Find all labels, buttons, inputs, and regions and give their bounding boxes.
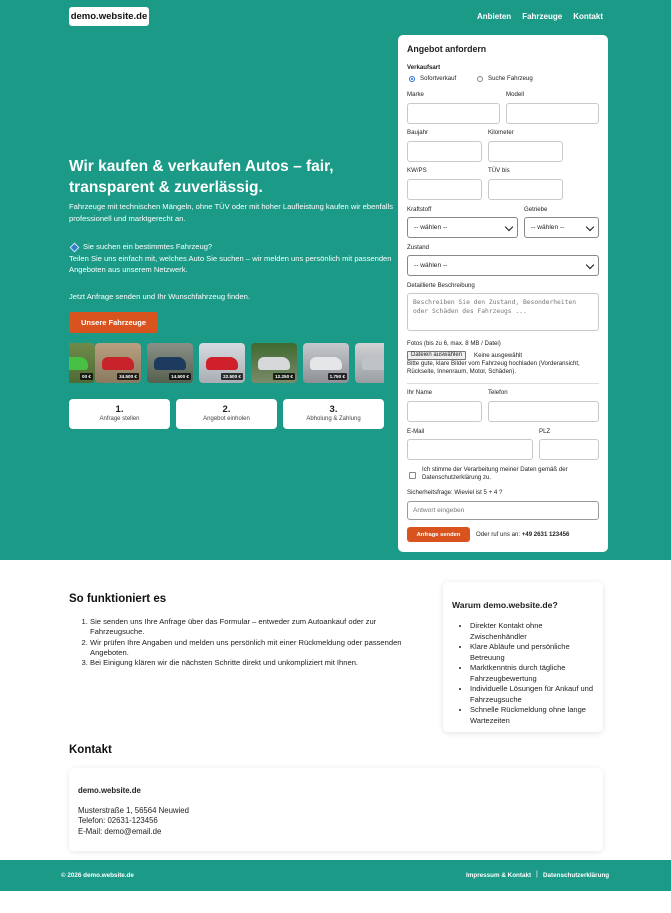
price-tag: 34.500 €: [119, 374, 137, 379]
kwps-label: KW/PS: [407, 167, 427, 174]
email-label: E-Mail: [407, 428, 425, 435]
vehicle-thumbnail[interactable]: [147, 343, 193, 383]
file-upload-button[interactable]: Dateien auswählen: [407, 351, 466, 360]
zustand-value: -- wählen --: [414, 262, 448, 269]
form-title: Angebot anfordern: [407, 44, 487, 54]
chevron-down-icon: [505, 223, 513, 231]
telefon-label: Telefon: [488, 389, 508, 396]
step-card: [69, 399, 170, 429]
footer: [0, 860, 671, 891]
list-item: • Individuelle Lösungen für Ankauf und Fahrzeugsuche: [470, 684, 599, 705]
how-steps-list: [77, 617, 407, 668]
tuev-label: TÜV bis: [488, 167, 510, 174]
getriebe-value: -- wählen --: [531, 224, 565, 231]
tuev-input[interactable]: [488, 179, 563, 200]
nav-kontakt[interactable]: Kontakt: [573, 12, 603, 21]
vehicle-thumbnail[interactable]: [95, 343, 141, 383]
vehicle-thumbnail[interactable]: [251, 343, 297, 383]
site-logo[interactable]: demo.website.de: [69, 7, 149, 26]
step-number: 3.: [329, 404, 338, 415]
consent-text: Ich stimme der Verarbeitung meiner Daten gemäß der Datenschutzerklärung zu.: [422, 466, 568, 481]
baujahr-input[interactable]: [407, 141, 482, 162]
step-number: 2.: [222, 404, 231, 415]
plz-label: PLZ: [539, 428, 551, 435]
list-item: 3. Bei Einigung klären wir die nächsten Schritte direkt und unkompliziert mit Ihnen.: [90, 658, 407, 668]
verkaufsart-label: Verkaufsart: [407, 64, 441, 71]
radio-suche-label: Suche Fahrzeug: [488, 75, 533, 82]
phone-number[interactable]: +49 2631 123456: [521, 531, 570, 538]
nav-anbieten[interactable]: Anbieten: [476, 12, 512, 21]
modell-label: Modell: [506, 91, 524, 98]
marke-label: Marke: [407, 91, 424, 98]
hero-title: Wir kaufen & verkaufen Autos – fair, transparent & zuverlässig.: [69, 158, 334, 196]
security-placeholder: Antwort eingeben: [413, 507, 465, 514]
step-card: [283, 399, 384, 429]
email-input[interactable]: [407, 439, 533, 460]
main-nav: [477, 12, 603, 21]
list-item: • Klare Abläufe und persönliche Betreuung: [470, 642, 599, 663]
beschreibung-label: Detaillierte Beschreibung: [407, 282, 475, 289]
contact-card: [69, 768, 603, 851]
step-number: 1.: [115, 404, 124, 415]
contact-title: Kontakt: [69, 744, 112, 756]
contact-address: Musterstraße 1, 56564 Neuwied: [78, 806, 189, 815]
price-tag: 12.250 €: [275, 374, 293, 379]
search-text: Teilen Sie uns einfach mit, welches Auto Sie suchen – wir melden uns persönlich mit passenden Angeboten aus unserem Netzwerk.: [69, 253, 392, 274]
step-card: [176, 399, 277, 429]
chevron-down-icon: [586, 223, 594, 231]
kwps-input[interactable]: [407, 179, 482, 200]
hero-cta-text: Jetzt Anfrage senden und Ihr Wunschfahrzeug finden.: [69, 292, 250, 301]
zustand-select[interactable]: [407, 255, 599, 276]
modell-input[interactable]: [506, 103, 599, 124]
beschreibung-textarea[interactable]: Beschreiben Sie den Zustand, Besonderheiten oder Schäden des Fahrzeugs ...: [407, 293, 599, 331]
price-tag: 1.750 €: [329, 374, 345, 379]
kilometer-input[interactable]: [488, 141, 563, 162]
list-item: • Schnelle Rückmeldung ohne lange Wartezeiten: [470, 705, 599, 726]
radio-sofortverkauf[interactable]: [409, 76, 415, 82]
footer-copyright: © 2026 demo.website.de: [61, 872, 134, 879]
step-label: Anfrage stellen: [99, 416, 140, 422]
why-box: [443, 582, 603, 732]
vehicle-gallery: [69, 343, 384, 383]
search-title: Sie suchen ein bestimmtes Fahrzeug?: [83, 242, 213, 251]
baujahr-label: Baujahr: [407, 129, 429, 136]
security-question: Sicherheitsfrage: Wieviel ist 5 + 4 ?: [407, 489, 503, 496]
how-title: So funktioniert es: [69, 593, 167, 605]
file-status: Keine ausgewählt: [474, 352, 523, 359]
footer-separator: |: [536, 871, 538, 878]
price-tag: 00 €: [82, 374, 91, 379]
offer-form-card: [398, 35, 608, 552]
why-list: [461, 621, 599, 726]
call-label: Oder ruf uns an:: [476, 531, 521, 538]
radio-sofortverkauf-label: Sofortverkauf: [420, 75, 457, 82]
footer-datenschutz-link[interactable]: Datenschutzerklärung: [543, 872, 610, 879]
diamond-icon: [70, 242, 80, 252]
getriebe-label: Getriebe: [524, 206, 548, 213]
form-divider: [407, 383, 599, 384]
telefon-input[interactable]: [488, 401, 599, 422]
kilometer-label: Kilometer: [488, 129, 514, 136]
plz-input[interactable]: [539, 439, 599, 460]
price-tag: 14.500 €: [171, 374, 189, 379]
vehicle-thumbnail[interactable]: [199, 343, 245, 383]
price-tag: 22.500 €: [223, 374, 241, 379]
kraftstoff-label: Kraftstoff: [407, 206, 432, 213]
chevron-down-icon: [586, 261, 594, 269]
name-label: Ihr Name: [407, 389, 433, 396]
contact-phone[interactable]: Telefon: 02631-123456: [78, 816, 158, 826]
marke-input[interactable]: [407, 103, 500, 124]
submit-button[interactable]: Anfrage senden: [407, 527, 470, 542]
fotos-label: Fotos (bis zu 6, max. 8 MB / Datei): [407, 340, 501, 347]
vehicles-button[interactable]: Unsere Fahrzeuge: [69, 312, 158, 333]
footer-impressum-link[interactable]: Impressum & Kontakt: [466, 872, 532, 879]
nav-fahrzeuge[interactable]: Fahrzeuge: [522, 12, 563, 21]
kraftstoff-select[interactable]: [407, 217, 518, 238]
list-item: 1. Sie senden uns Ihre Anfrage über das Formular – entweder zum Autoankauf oder zur Fahrzeugsuche.: [90, 617, 407, 638]
contact-company: demo.website.de: [78, 786, 141, 795]
kraftstoff-value: -- wählen --: [414, 224, 448, 231]
hero-lead: Fahrzeuge mit technischen Mängeln, ohne TÜV oder mit hoher Laufleistung kaufen wir ebenfalls professionell und marktgerecht an.: [69, 202, 394, 223]
vehicle-thumbnail[interactable]: [69, 343, 95, 383]
getriebe-select[interactable]: [524, 217, 599, 238]
list-item: • Marktkenntnis durch tägliche Fahrzeugbewertung: [470, 663, 599, 684]
step-label: Angebot einholen: [203, 416, 250, 422]
why-title: Warum demo.website.de?: [452, 600, 558, 610]
process-steps: [69, 399, 384, 429]
contact-email[interactable]: E-Mail: demo@email.de: [78, 826, 162, 836]
vehicle-thumbnail[interactable]: [355, 343, 384, 383]
contact-details: [78, 806, 189, 837]
fotos-hint: Bitte gute, klare Bilder vom Fahrzeug hochladen (Vorderansicht, Rückseite, Innenraum, Motor, Schäden).: [407, 360, 580, 375]
security-answer-input[interactable]: [407, 501, 599, 520]
radio-suche-fahrzeug[interactable]: [477, 76, 483, 82]
hero-search-block: [69, 241, 394, 276]
consent-checkbox[interactable]: [409, 472, 416, 479]
name-input[interactable]: [407, 401, 482, 422]
call-text: [476, 531, 569, 538]
vehicle-thumbnail[interactable]: [303, 343, 349, 383]
zustand-label: Zustand: [407, 244, 430, 251]
list-item: • Direkter Kontakt ohne Zwischenhändler: [470, 621, 599, 642]
step-label: Abholung & Zahlung: [306, 416, 361, 422]
list-item: 2. Wir prüfen Ihre Angaben und melden uns persönlich mit einer Rückmeldung oder passenden Angeboten.: [90, 638, 407, 659]
